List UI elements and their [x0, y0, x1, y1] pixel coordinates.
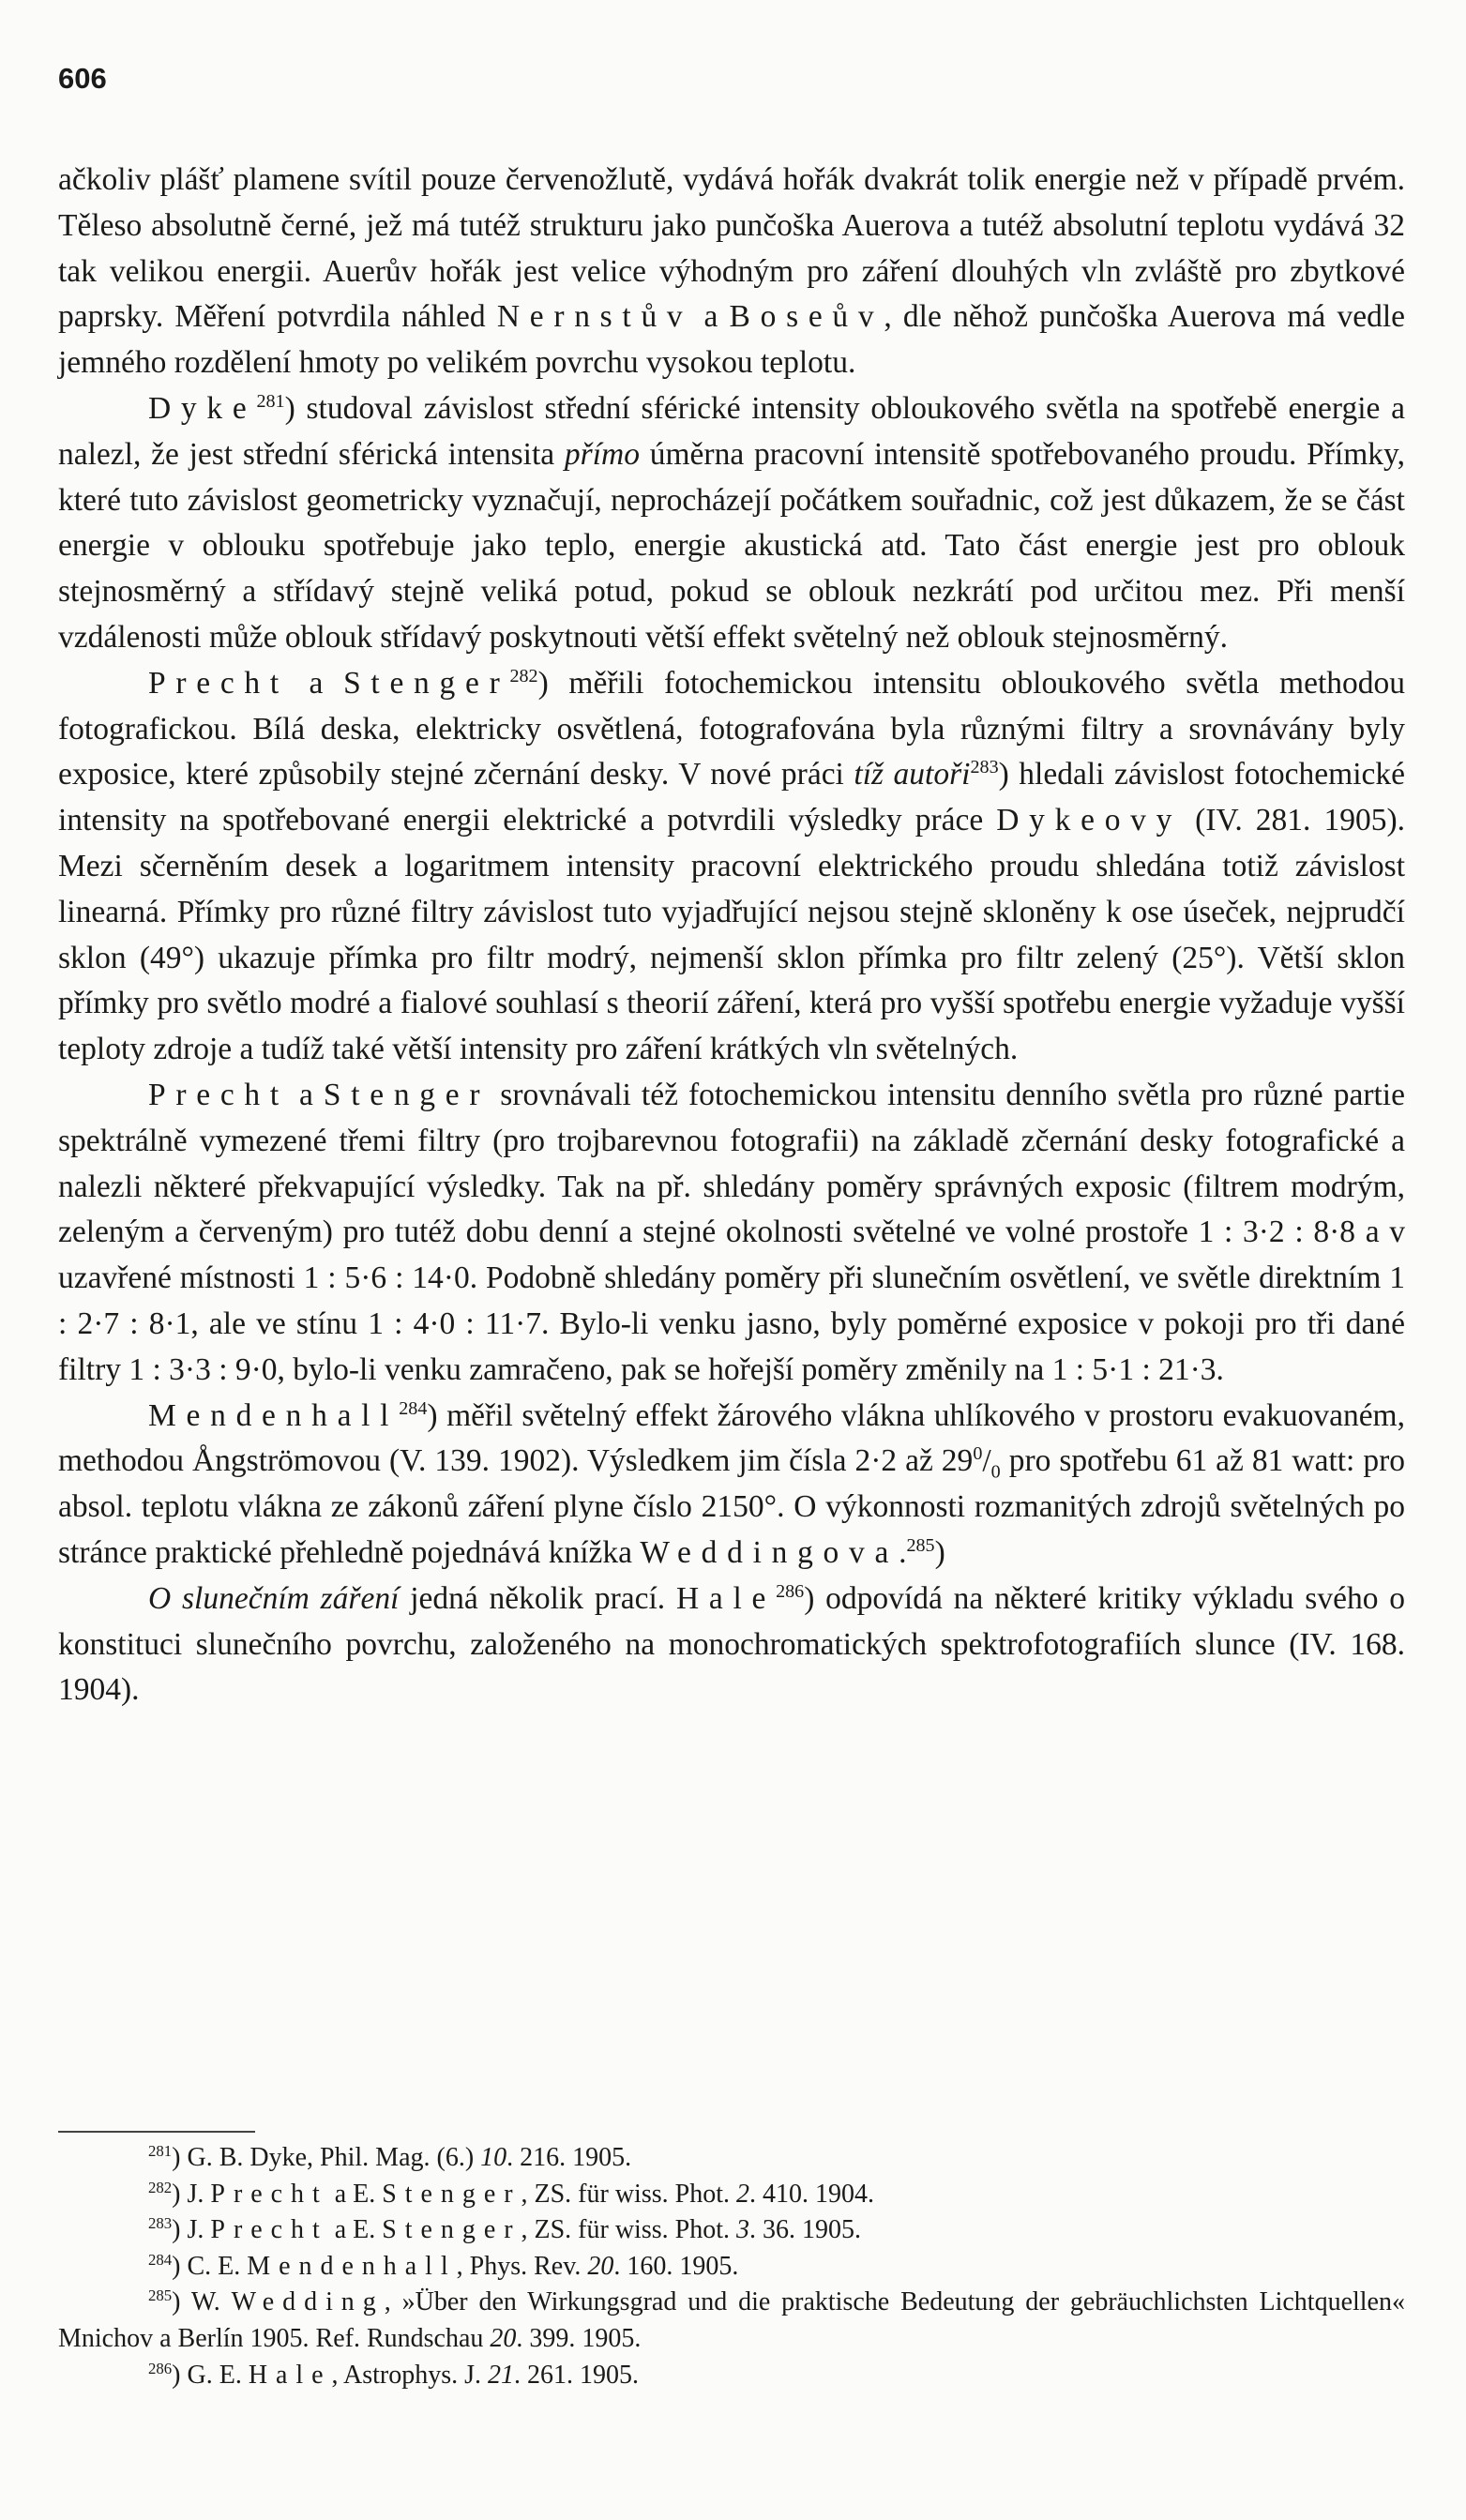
footnote-283: $^{283}$) J. Precht a E. Stenger, ZS. für wiss. Phot. 3. 36. 1905.: [148, 2214, 861, 2245]
body-text: [58, 158, 1405, 1713]
paragraph-mendenhall: Mendenhall$^{284}$) měřil světelný effekt žárového vlákna uhlíkového v prostoru evakuovaném, methodou Ångströmovou (V. 139. 1902). Výsledkem jim čísla 2·2 až $29^0/_0$ pro spotřebu 61 až 81 watt: pro absol. teplotu vlákna ze zákonů záření plyne číslo 2150°. O výkonnosti rozmanitých zdrojů světelných po stránce praktické přehledně pojednává knížka Weddingova.$^{285}$): [58, 1397, 1405, 1570]
footnote-282: $^{282}$) J. Precht a E. Stenger, ZS. für wiss. Phot. 2. 410. 1904.: [148, 2178, 874, 2209]
paragraph-precht-stenger-daylight: Precht a Stenger srovnávali též fotochemickou intensitu denního světla pro různé partie spektrálně vymezené třemi filtry (pro trojbarevnou fotografii) na základě zčernání desky fotografické a nalezli některé překvapující výsledky. Tak na př. shledány poměry správných exposic (filtrem modrým, zeleným a červeným) pro tutéž dobu denní a stejné okolnosti světelné ve volné prostoře 1 : 3·2 : 8·8 a v uzavřené místnosti 1 : 5·6 : 14·0. Podobně shledány poměry při slunečním osvětlení, ve světle direktním 1 : 2·7 : 8·1, ale ve stínu 1 : 4·0 : 11·7. Bylo-li venku jasno, byly poměrné exposice v pokoji pro tři dané filtry 1 : 3·3 : 9·0, bylo-li venku zamračeno, pak se hořejší poměry změnily na 1 : 5·1 : 21·3.: [58, 1077, 1405, 1387]
footnote-281: $^{281}$) G. B. Dyke, Phil. Mag. (6.) 10. 216. 1905.: [148, 2141, 632, 2172]
paragraph-dyke: Dyke$^{281}$) studoval závislost střední sférické intensity obloukového světla na spotřebě energie a nalezl, že jest střední sférická intensita přímo úměrna pracovní intensitě spotřebovaného proudu. Přímky, které tuto závislost geometricky vyznačují, neprocházejí počátkem souřadnic, což jest důkazem, že se část energie v oblouku spotřebuje jako teplo, energie akustická atd. Tato část energie jest pro oblouk stejnosměrný a střídavý stejně veliká potud, pokud se oblouk nezkrátí pod určitou mez. Při menší vzdálenosti může oblouk střídavý poskytnouti větší effekt světelný než oblouk stejnosměrný.: [58, 390, 1405, 655]
footnotes: [58, 2140, 1405, 2393]
page-number: 606: [58, 62, 107, 95]
paragraph-solar-radiation: O slunečním záření jedná několik prací. Hale$^{286}$) odpovídá na některé kritiky výkladu svého o konstituci slunečního povrchu, založeného na monochromatických spektrofotografiích slunce (IV. 168. 1904).: [58, 1580, 1406, 1708]
paragraph-auer-burner: ačkoliv plášť plamene svítil pouze červenožlutě, vydává hořák dvakrát tolik energie než v případě prvém. Těleso absolutně černé, jež má tutéž strukturu jako punčoška Auerova a tutéž absolutní teplotu vydává 32 tak velikou energii. Auerův hořák jest velice výhodným pro záření dlouhých vln zvláště pro zbytkové paprsky. Měření potvrdila náhled Nernstův a Boseův, dle něhož punčoška Auerova má vedle jemného rozdělení hmoty po velikém povrchu vysokou teplotu.: [58, 162, 1405, 381]
footnote-285: $^{285}$) W. Wedding, »Über den Wirkungsgrad und die praktische Bedeutung der gebräuchlichsten Lichtquellen« Mnichov a Berlín 1905. Ref. Rundschau 20. 399. 1905.: [58, 2286, 1405, 2353]
footnote-divider: [58, 2131, 255, 2133]
paragraph-precht-stenger-arc: Precht a Stenger$^{282}$) měřili fotochemickou intensitu obloukového světla methodou fotografickou. Bílá deska, elektricky osvětlená, fotografována byla různými filtry a srovnávány byly exposice, které způsobily stejné zčernání desky. V nové práci tíž autoři$^{283}$) hledali závislost fotochemické intensity na spotřebované energii elektrické a potvrdili výsledky práce Dykeovy (IV. 281. 1905). Mezi sčerněním desek a logaritmem intensity pracovní elektrického proudu shledána totiž závislost linearná. Přímky pro různé filtry závislost tuto vyjadřující nejsou stejně skloněny k ose úseček, nejprudčí sklon (49°) ukazuje přímka pro filtr modrý, nejmenší sklon přímka pro filtr zelený (25°). Větší sklon přímky pro světlo modré a fialové souhlasí s theorií záření, která pro vyšší spotřebu energie vyžaduje vyšší teploty zdroje a tudíž také větší intensity pro záření krátkých vln světelných.: [58, 665, 1406, 1067]
footnote-286: $^{286}$) G. E. Hale, Astrophys. J. 21. 261. 1905.: [148, 2359, 639, 2390]
footnote-284: $^{284}$) C. E. Mendenhall, Phys. Rev. 20. 160. 1905.: [148, 2250, 739, 2281]
